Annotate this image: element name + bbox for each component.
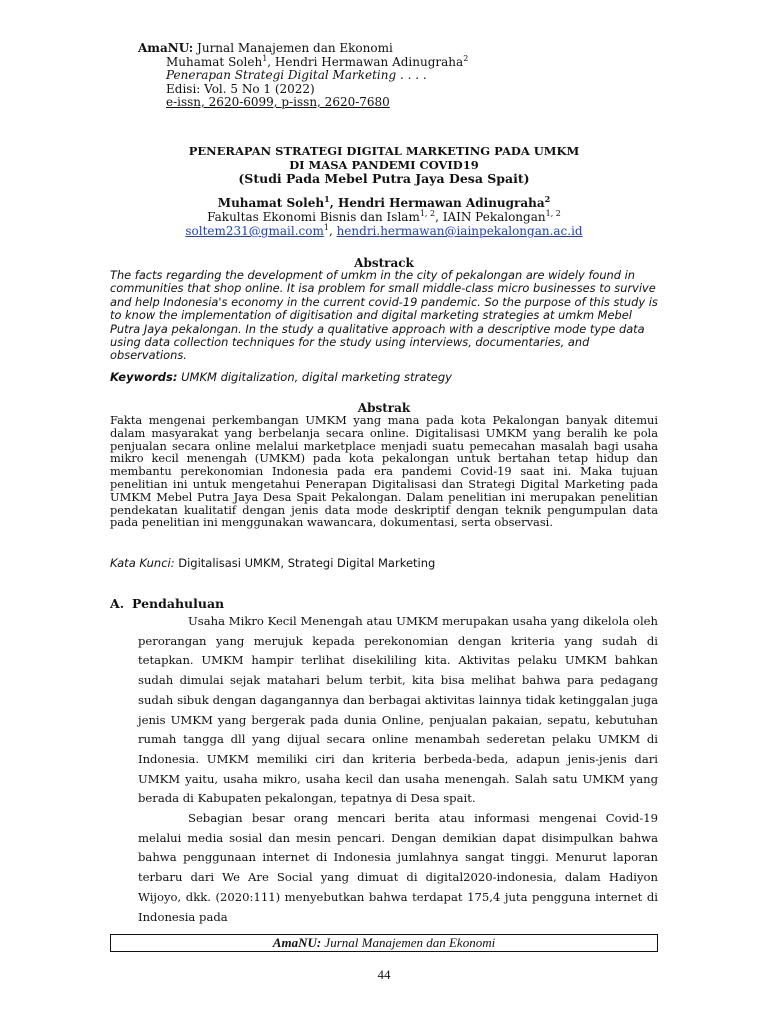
author-names: Muhamat Soleh$^1$, Hendri Hermawan Adinugraha$^2$: [217, 194, 551, 210]
author-block: [108, 196, 660, 238]
section-body: [138, 612, 658, 927]
paper-title: [108, 144, 660, 186]
keywords-en: Keywords: UMKM digitalization, digital marketing strategy: [110, 370, 452, 384]
page-number: 44: [377, 967, 391, 982]
header-short-title: Penerapan Strategi Digital Marketing . . . .: [166, 68, 427, 82]
abstract-id-text: Fakta mengenai perkembangan UMKM yang mana pada kota Pekalongan banyak ditemui dalam masyarakat yang berbelanja secara online. Digitalisasi UMKM yang beralih ke pola penjualan secara online melalui marketplace menjadi suatu pemecahan masalah bagi usaha mikro kecil menengah (UMKM) pada kota pekalongan untuk bertahan tetap hidup dan membantu perekonomian Indonesia pada era pandemi Covid-19 saat ini. Maka tujuan penelitian ini untuk mengetahui Penerapan Digitalisasi dan Strategi Digital Marketing pada UMKM Mebel Putra Jaya Desa Spait Pekalongan. Dalam penelitian ini merupakan penelitian pendekatan kualitatif dengan jenis data mode deskriptif dengan teknik pengumpulan data pada penelitian ini menggunakan wawancara, dokumentasi, serta observasi.: [110, 413, 658, 530]
header-authors: Muhamat Soleh$^1$, Hendri Hermawan Adinugraha$^2$: [166, 53, 469, 69]
journal-name: AmaNU: Jurnal Manajemen dan Ekonomi: [138, 41, 393, 55]
email-link-1[interactable]: soltem231@gmail.com: [185, 224, 324, 238]
paragraph: Sebagian besar orang mencari berita atau informasi mengenai Covid-19 melalui media sosial dan mesin pencari. Dengan demikian dapat disimpulkan bahwa bahwa penggunaan internet di Indonesia jumlahnya sangat tinggi. Menurut laporan terbaru dari We Are Social yang dimuat di digital2020-indonesia, dalam Hadiyon Wijoyo, dkk. (2020:111) menyebutkan bahwa terdapat 175,4 juta pengguna internet di Indonesia pada: [138, 811, 658, 924]
abstract-en-heading: Abstrack: [354, 256, 414, 270]
title-line-3: (Studi Pada Mebel Putra Jaya Desa Spait): [238, 171, 530, 186]
abstract-en-text: The facts regarding the development of umkm in the city of pekalongan are widely found in communities that shop online. It isa problem for small middle-class micro businesses to survive and help Indonesia's economy in the current covid-19 pandemic. So the purpose of this study is to know the implementation of digitisation and digital marketing strategies at umkm Mebel Putra Jaya pekalongan. In the study a qualitative approach with a descriptive mode type data using data collection techniques for the study using interviews, documentaries, and observations.: [110, 268, 658, 363]
email-link-2[interactable]: hendri.hermawan@iainpekalongan.ac.id: [336, 224, 583, 238]
header-edition: Edisi: Vol. 5 No 1 (2022): [166, 81, 315, 96]
author-affiliation: Fakultas Ekonomi Bisnis dan Islam$^{1, 2}$, IAIN Pekalongan$^{1, 2}$: [207, 209, 561, 224]
footer-journal-box: AmaNU: Jurnal Manajemen dan Ekonomi: [110, 934, 658, 952]
keywords-id: Kata Kunci: Digitalisasi UMKM, Strategi Digital Marketing: [110, 556, 436, 570]
section-heading: A. Pendahuluan: [110, 596, 225, 611]
title-line-2: DI MASA PANDEMI COVID19: [289, 158, 479, 172]
running-header: [138, 42, 468, 110]
header-issn: e-issn, 2620-6099, p-issn, 2620-7680: [166, 95, 390, 109]
abstract-id-heading: Abstrak: [357, 401, 411, 415]
author-emails: soltem231@gmail.com$^1$, hendri.hermawan@iainpekalongan.ac.id: [185, 223, 583, 238]
title-line-1: PENERAPAN STRATEGI DIGITAL MARKETING PADA UMKM: [188, 144, 580, 158]
paragraph: Usaha Mikro Kecil Menengah atau UMKM merupakan usaha yang dikelola oleh perorangan yang merujuk kepada perekonomian dengan kriteria yang sudah di tetapkan. UMKM hampir terlihat disekililing kita. Aktivitas pelaku UMKM bahkan sudah dimulai sejak matahari belum terbit, kita bisa melihat bahwa para pedagang sudah sibuk dengan dagangannya dan berbagai aktivitas lainnya tidak ketinggalan juga jenis UMKM yang bergerak pada dunia Online, penjualan pakaian, sepatu, kebutuhan rumah tangga dll yang dijual secara online menambah sederetan pelaku UMKM di Indonesia. UMKM memiliki ciri dan kriteria berbeda-beda, adapun jenis-jenis dari UMKM yaitu, usaha mikro, usaha kecil dan usaha menengah. Salah satu UMKM yang berada di Kabupaten pekalongan, tepatnya di Desa spait.: [138, 614, 658, 806]
